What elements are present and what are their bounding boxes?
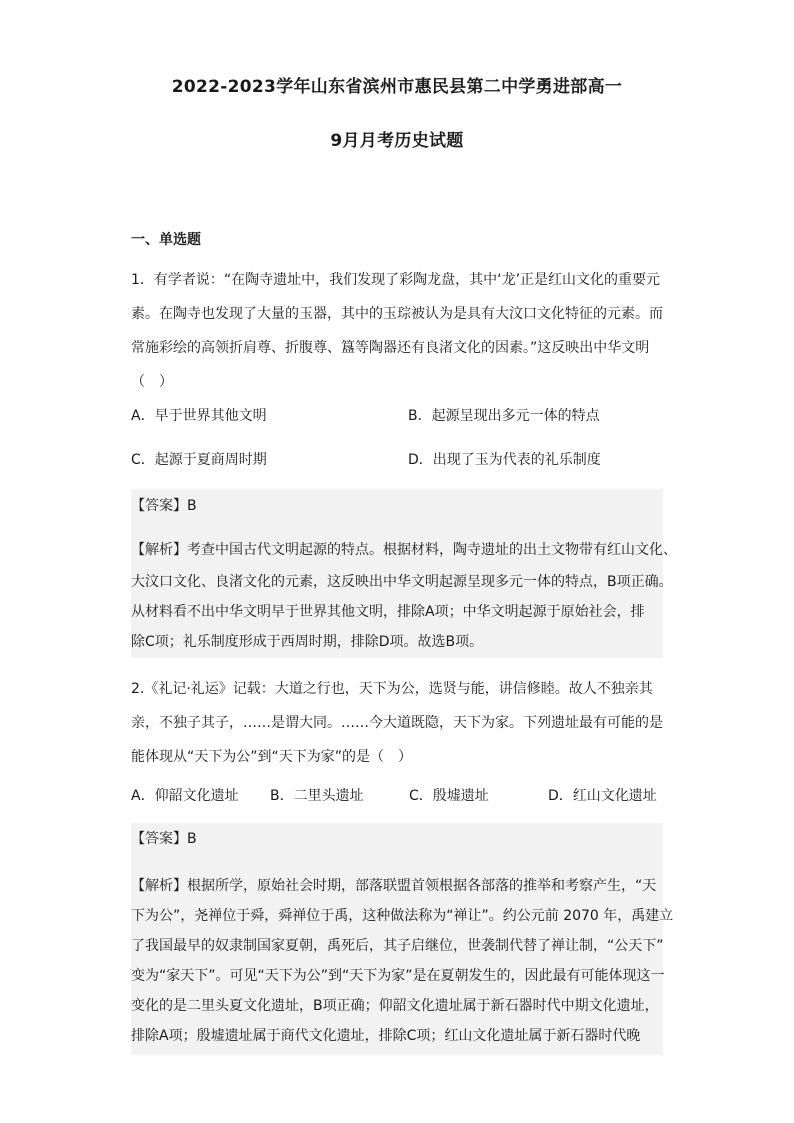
question-1-option-b: B．起源呈现出多元一体的特点 — [408, 408, 600, 424]
question-1-line: 常施彩绘的高领折肩尊、折腹尊、簋等陶器还有良渚文化的因素。”这反映出中华文明 — [131, 340, 650, 356]
question-1-line: （ ） — [131, 374, 173, 390]
question-2-options-row — [131, 784, 663, 808]
question-2-explanation-line: 【解析】根据所学，原始社会时期，部落联盟首领根据各部落的推举和考察产生，“天 — [131, 878, 657, 894]
question-1-line: 1．有学者说：“在陶寺遗址中，我们发现了彩陶龙盘，其中‘龙’正是红山文化的重要元 — [131, 272, 661, 288]
question-2-option-d: D．红山文化遗址 — [548, 788, 657, 804]
question-1-option-a: A．早于世界其他文明 — [131, 408, 267, 424]
question-2-explanation-line: 排除A项；殷墟遗址属于商代文化遗址，排除C项；红山文化遗址属于新石器时代晚 — [131, 1028, 641, 1044]
question-1-explanation-line: 【解析】考查中国古代文明起源的特点。根据材料，陶寺遗址的出土文物带有红山文化、 — [131, 542, 677, 558]
question-1-answer: 【答案】B — [131, 498, 197, 514]
question-2-option-c: C．殷墟遗址 — [409, 788, 489, 804]
question-2-explanation-line: 变化的是二里头夏文化遗址，B项正确；仰韶文化遗址属于新石器时代中期文化遗址， — [131, 998, 659, 1014]
question-2-line: 2.《礼记·礼运》记载：大道之行也，天下为公，选贤与能，讲信修睦。故人不独亲其 — [131, 681, 653, 697]
question-1-option-c: C．起源于夏商周时期 — [131, 452, 267, 468]
question-1-option-d: D．出现了玉为代表的礼乐制度 — [408, 452, 601, 468]
question-2-explanation-line: 变为“家天下”。可见“天下为公”到“天下为家”是在夏朝发生的，因此最有可能体现这一 — [131, 968, 665, 984]
question-2-option-b: B．二里头遗址 — [270, 788, 364, 804]
question-1-explanation-line: 大汶口文化、良渚文化的元素，这反映出中华文明起源呈现多元一体的特点，B项正确。 — [131, 574, 673, 590]
question-2-explanation-line: 了我国最早的奴隶制国家夏朝，禹死后，其子启继位，世袭制代替了禅让制，“公天下” — [131, 938, 664, 954]
exam-title-line2: 9月月考历史试题 — [330, 131, 464, 151]
question-2-line: 能体现从“天下为公”到“天下为家”的是（ ） — [131, 749, 413, 765]
section-heading: 一、单选题 — [131, 232, 201, 248]
question-1-options-row1 — [131, 404, 663, 428]
question-2-explanation-line: 下为公”，尧禅位于舜，舜禅位于禹，这种做法称为“禅让”。约公元前 2070 年，禹建立 — [131, 908, 674, 924]
question-1-explanation-line: 从材料看不出中华文明早于世界其他文明，排除A项；中华文明起源于原始社会，排 — [131, 604, 645, 620]
question-2-line: 亲，不独子其子，……是谓大同。……今大道既隐，天下为家。下列遗址最有可能的是 — [131, 715, 663, 731]
question-2-stem — [131, 672, 663, 774]
question-1-options-row2 — [131, 448, 663, 472]
question-2-option-a: A．仰韶文化遗址 — [131, 788, 239, 804]
question-1-line: 素。在陶寺也发现了大量的玉器，其中的玉琮被认为是具有大汶口文化特征的元素。而 — [131, 306, 663, 322]
question-1-explanation-line: 除C项；礼乐制度形成于西周时期，排除D项。故选B项。 — [131, 634, 484, 650]
question-1-stem — [131, 263, 663, 399]
exam-title-line1: 2022-2023学年山东省滨州市惠民县第二中学勇进部高一 — [171, 77, 623, 97]
question-2-answer: 【答案】B — [131, 831, 197, 847]
